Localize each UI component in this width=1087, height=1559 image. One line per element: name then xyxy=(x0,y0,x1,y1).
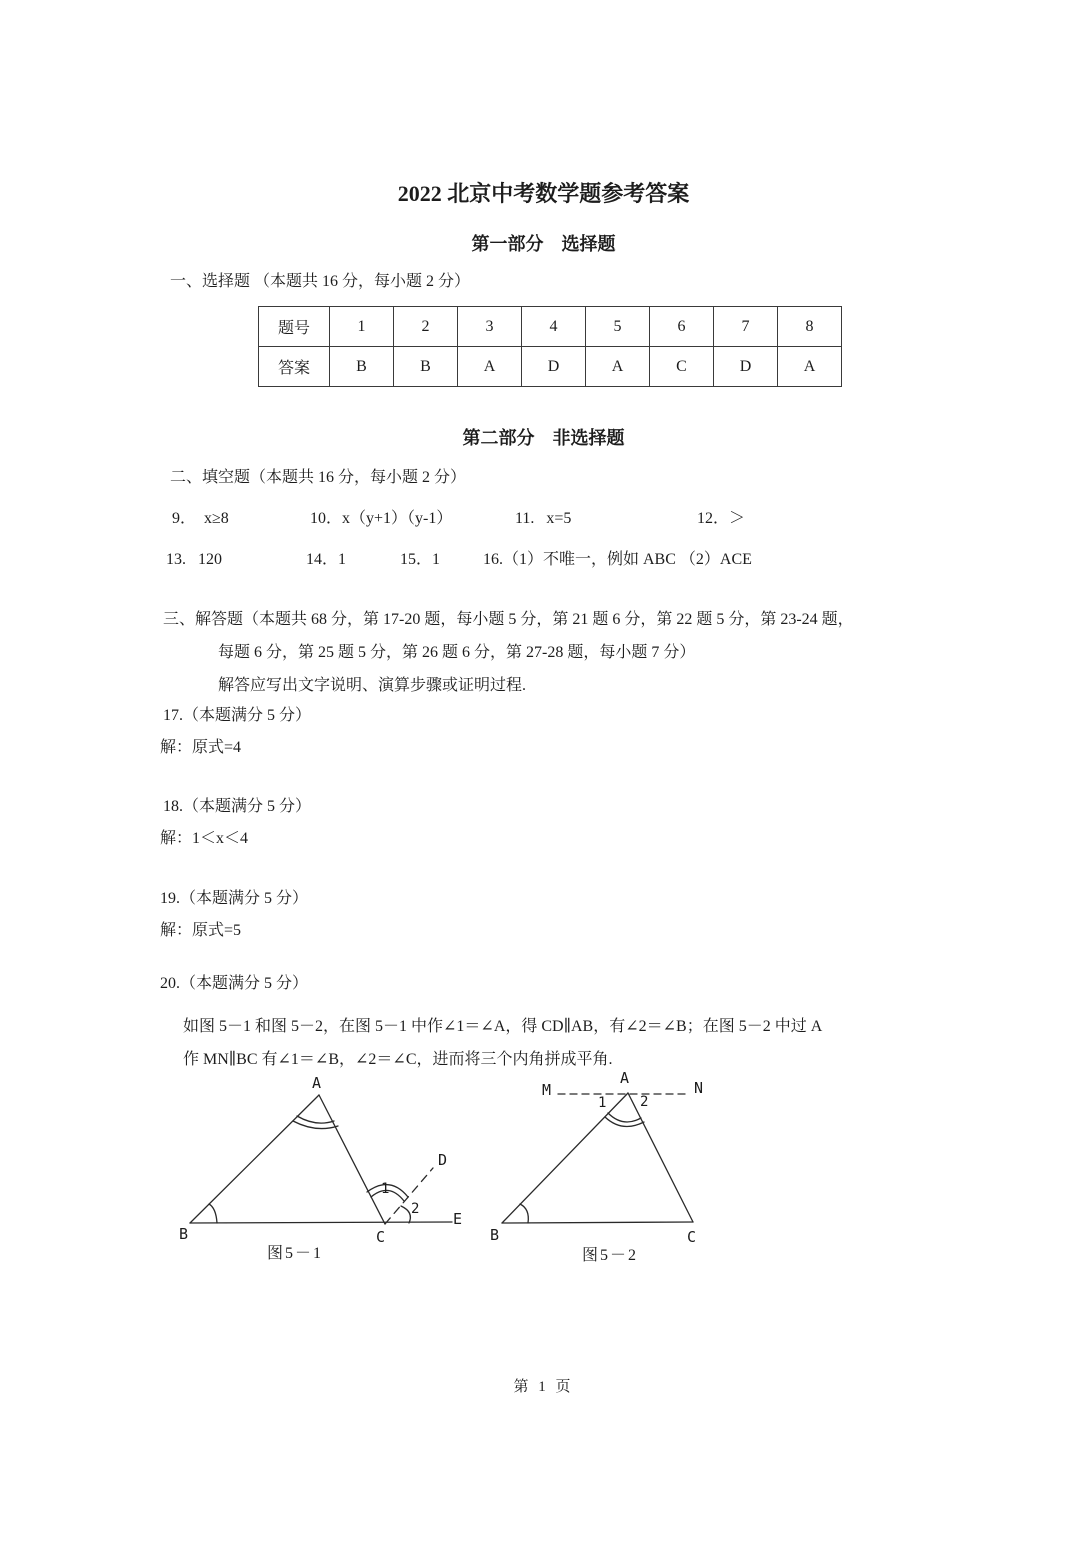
fig1-angle-A-arc xyxy=(297,1116,334,1123)
q17-solution: 解：原式=4 xyxy=(160,739,242,756)
page-number: 第 1 页 xyxy=(513,1379,574,1395)
answer-cell: C xyxy=(650,347,714,387)
q18-label: 18.（本题满分 5 分） xyxy=(163,798,312,815)
fig2-side-BA xyxy=(502,1093,628,1223)
fill-answer-11: 11. x=5 xyxy=(515,510,572,527)
fill-answer-15: 15．1 xyxy=(400,551,441,568)
solve-intro-line3: 解答应写出文字说明、演算步骤或证明过程. xyxy=(218,677,527,694)
fig2-point-M-label: M xyxy=(542,1081,552,1099)
fill-answer-12: 12．＞ xyxy=(697,510,746,527)
question-number: 1 xyxy=(330,307,394,347)
page-title: 2022 北京中考数学题参考答案 xyxy=(397,181,690,206)
answer-cell: B xyxy=(330,347,394,387)
question-number: 8 xyxy=(778,307,842,347)
solve-intro-line2: 每题 6 分，第 25 题 5 分，第 26 题 6 分，第 27-28 题，每小题 7 分） xyxy=(218,644,696,661)
answer-cell: D xyxy=(522,347,586,387)
fig2-side-AC xyxy=(628,1093,693,1222)
row-header-question: 题号 xyxy=(259,307,330,347)
q20-label: 20.（本题满分 5 分） xyxy=(160,975,309,992)
q19-label: 19.（本题满分 5 分） xyxy=(160,890,309,907)
fill-answer-14: 14．1 xyxy=(306,551,347,568)
part2-heading: 第二部分 非选择题 xyxy=(462,428,625,448)
answer-cell: B xyxy=(394,347,458,387)
fig1-angle-1-label: 1 xyxy=(381,1181,390,1197)
part1-heading: 第一部分 选择题 xyxy=(471,234,616,254)
fill-answer-13: 13. 120 xyxy=(166,551,222,568)
question-number: 5 xyxy=(586,307,650,347)
row-header-answer: 答案 xyxy=(259,347,330,387)
fig1-vertex-A-label: A xyxy=(312,1074,322,1092)
fig1-side-AC xyxy=(319,1095,385,1224)
fig2-vertex-B-label: B xyxy=(490,1226,500,1244)
answer-cell: A xyxy=(586,347,650,387)
table-row-numbers xyxy=(259,307,842,347)
fig2-baseline-BC xyxy=(502,1222,693,1223)
answer-cell: D xyxy=(714,347,778,387)
fig2-angle-A-arc xyxy=(608,1113,641,1122)
figure-5-2 xyxy=(480,1070,720,1270)
question-number: 7 xyxy=(714,307,778,347)
fig1-dashed-CD xyxy=(385,1168,433,1224)
answer-table xyxy=(258,306,842,387)
q20-desc-line2: 作 MN∥BC 有∠1＝∠B，∠2＝∠C，进而将三个内角拼成平角. xyxy=(183,1051,613,1068)
fig1-vertex-C-label: C xyxy=(376,1228,386,1246)
fig2-caption: 图5－2 xyxy=(581,1247,638,1264)
question-number: 4 xyxy=(522,307,586,347)
fig1-point-E-label: E xyxy=(453,1210,463,1228)
fig2-point-N-label: N xyxy=(694,1079,704,1097)
fig1-point-D-label: D xyxy=(438,1151,448,1169)
fill-intro: 二、填空题（本题共 16 分，每小题 2 分） xyxy=(170,469,467,486)
fig2-angle-B-arc xyxy=(520,1204,528,1223)
q18-solution: 解：1＜x＜4 xyxy=(160,830,249,847)
q20-desc-line1: 如图 5－1 和图 5－2，在图 5－1 中作∠1＝∠A，得 CD∥AB，有∠2＝∠B；在图 5－2 中过 A xyxy=(183,1018,823,1035)
fig2-vertex-C-label: C xyxy=(687,1228,697,1246)
fig1-angle-2-label: 2 xyxy=(411,1201,420,1217)
fig1-baseline-BE xyxy=(190,1222,452,1223)
q19-solution: 解：原式=5 xyxy=(160,922,242,939)
fill-answer-9: 9． x≥8 xyxy=(172,510,229,527)
fig1-vertex-B-label: B xyxy=(179,1225,189,1243)
fill-answer-16: 16.（1）不唯一，例如 ABC （2）ACE xyxy=(483,551,752,568)
table-row-answers xyxy=(259,347,842,387)
fill-answer-10: 10．x（y+1）（y-1） xyxy=(310,510,453,527)
fig1-angle-B-arc xyxy=(209,1204,217,1223)
answer-cell: A xyxy=(778,347,842,387)
q17-label: 17.（本题满分 5 分） xyxy=(163,707,312,724)
part1-intro: 一、选择题 （本题共 16 分，每小题 2 分） xyxy=(170,273,471,290)
fig2-angle-2-label: 2 xyxy=(640,1094,649,1110)
fig1-caption: 图5－1 xyxy=(266,1245,323,1262)
question-number: 2 xyxy=(394,307,458,347)
fig2-angle-1-label: 1 xyxy=(598,1095,607,1111)
figure-5-1 xyxy=(175,1070,475,1270)
answer-cell: A xyxy=(458,347,522,387)
question-number: 6 xyxy=(650,307,714,347)
solve-intro-line1: 三、解答题（本题共 68 分，第 17-20 题，每小题 5 分，第 21 题 6 分，第 22 题 5 分，第 23-24 题， xyxy=(163,611,854,628)
question-number: 3 xyxy=(458,307,522,347)
fig2-vertex-A-label: A xyxy=(620,1069,630,1087)
fig1-angle-2-arc xyxy=(401,1206,410,1223)
